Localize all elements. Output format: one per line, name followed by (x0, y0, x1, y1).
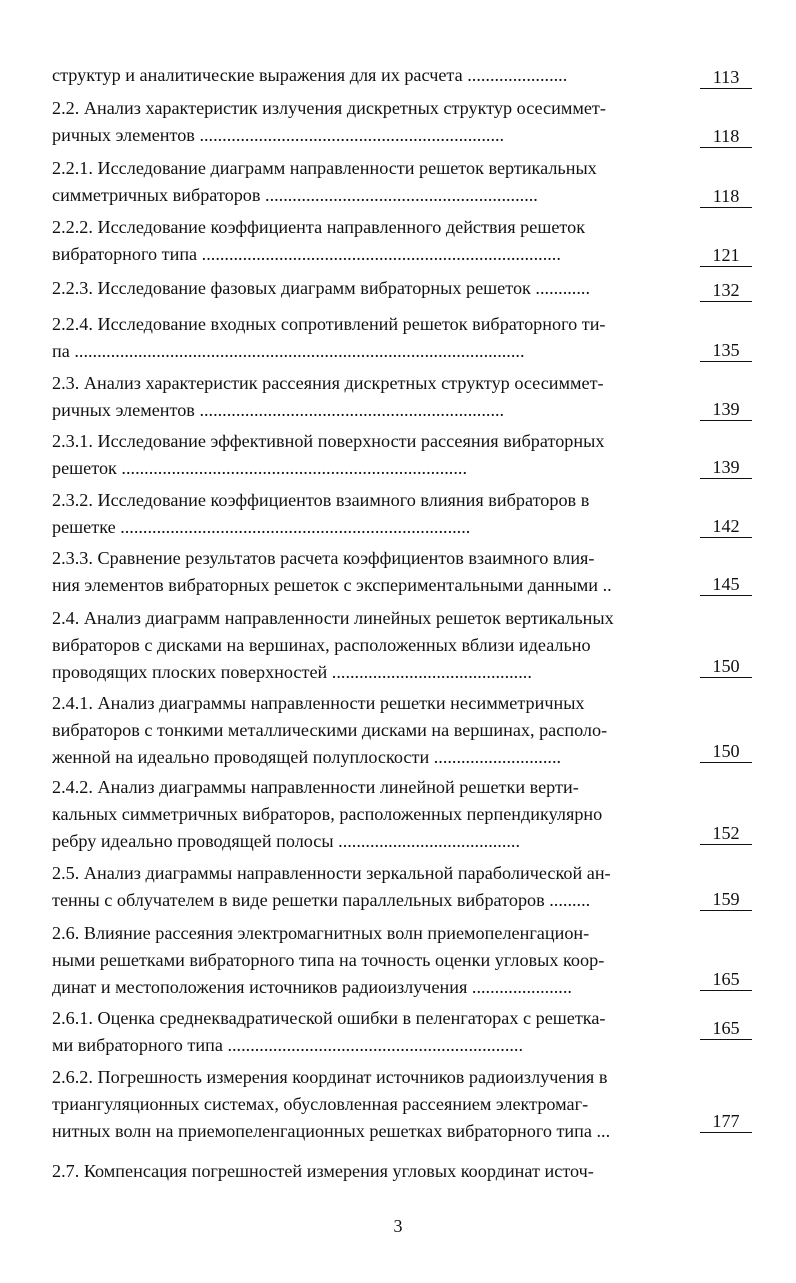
toc-line: решетке ............................................................................. (52, 517, 471, 537)
toc-page-number: 139 (700, 456, 752, 479)
toc-line: 2.2.3. Исследование фазовых диаграмм вибраторных решеток ............ (52, 278, 590, 298)
toc-line: ребру идеально проводящей полосы ........................................ (52, 831, 521, 851)
toc-line: 2.6.1. Оценка среднеквадратической ошибки в пеленгаторах с решетка- (52, 1008, 606, 1028)
toc-entry-text (52, 62, 686, 89)
toc-line: решеток ............................................................................ (52, 458, 467, 478)
toc-entry-text (52, 95, 686, 149)
toc-line: 2.2.4. Исследование входных сопротивлений решеток вибраторного ти- (52, 314, 606, 334)
toc-entry-text (52, 605, 686, 686)
toc-line: 2.2. Анализ характеристик излучения дискретных структур осесиммет- (52, 98, 606, 118)
toc-line: ми вибраторного типа ................................................................. (52, 1035, 524, 1055)
toc-line: тенны с облучателем в виде решетки параллельных вибраторов ......... (52, 890, 591, 910)
toc-entry-text (52, 860, 686, 914)
toc-page-number: 113 (700, 66, 752, 89)
toc-line: ричных элементов ................................................................... (52, 400, 505, 420)
toc-line: 2.2.2. Исследование коэффициента направленного действия решеток (52, 217, 586, 237)
toc-line: 2.7. Компенсация погрешностей измерения угловых координат источ- (52, 1161, 594, 1181)
toc-entry-text (52, 487, 686, 541)
toc-page-number: 135 (700, 339, 752, 362)
toc-page-number: 159 (700, 888, 752, 911)
toc-page-number: 150 (700, 655, 752, 678)
toc-line: 2.3.1. Исследование эффективной поверхности рассеяния вибраторных (52, 431, 605, 451)
toc-page-number: 145 (700, 573, 752, 596)
toc-entry-text (52, 920, 686, 1001)
toc-line: 2.6.2. Погрешность измерения координат источников радиоизлучения в (52, 1067, 608, 1087)
toc-entry-text (52, 1158, 686, 1185)
toc-line: 2.4.2. Анализ диаграммы направленности линейной решетки верти- (52, 777, 579, 797)
toc-line: 2.5. Анализ диаграммы направленности зеркальной параболической ан- (52, 863, 611, 883)
toc-entry-text (52, 774, 686, 855)
toc-line: кальных симметричных вибраторов, расположенных перпендикулярно (52, 804, 603, 824)
toc-entry-text (52, 1064, 686, 1145)
toc-page-number: 132 (700, 279, 752, 302)
toc-line: динат и местоположения источников радиоизлучения ...................... (52, 977, 572, 997)
toc-line: 2.3.2. Исследование коэффициентов взаимного влияния вибраторов в (52, 490, 590, 510)
toc-line: ными решетками вибраторного типа на точность оценки угловых коор- (52, 950, 605, 970)
toc-page-number: 152 (700, 822, 752, 845)
toc-entry-text (52, 690, 686, 771)
toc-entry-text (52, 545, 686, 599)
toc-line: симметричных вибраторов ............................................................ (52, 185, 538, 205)
toc-line: женной на идеально проводящей полуплоскости ............................ (52, 747, 562, 767)
toc-page-number: 121 (700, 244, 752, 267)
toc-entry-text (52, 155, 686, 209)
toc-page-number: 177 (700, 1110, 752, 1133)
toc-entry-text (52, 275, 686, 302)
toc-line: па ................................................................................................... (52, 341, 525, 361)
toc-line: проводящих плоских поверхностей ............................................ (52, 662, 532, 682)
toc-page-number: 142 (700, 515, 752, 538)
toc-entry-text (52, 370, 686, 424)
toc-line: нитных волн на приемопеленгационных решетках вибраторного типа ... (52, 1121, 611, 1141)
toc-line: вибраторов с тонкими металлическими дисками на вершинах, располо- (52, 720, 608, 740)
toc-line: 2.3. Анализ характеристик рассеяния дискретных структур осесиммет- (52, 373, 604, 393)
toc-line: 2.4. Анализ диаграмм направленности линейных решеток вертикальных (52, 608, 614, 628)
toc-page-number: 118 (700, 185, 752, 208)
toc-line: 2.6. Влияние рассеяния электромагнитных волн приемопеленгацион- (52, 923, 590, 943)
toc-page-number: 165 (700, 968, 752, 991)
toc-entry-text (52, 1005, 686, 1059)
toc-line: 2.2.1. Исследование диаграмм направленности решеток вертикальных (52, 158, 597, 178)
toc-entry-text (52, 214, 686, 268)
page-number: 3 (393, 1216, 403, 1236)
toc-page-number: 139 (700, 398, 752, 421)
toc-page-number: 118 (700, 125, 752, 148)
toc-line: триангуляционных системах, обусловленная рассеянием электромаг- (52, 1094, 589, 1114)
toc-line: 2.4.1. Анализ диаграммы направленности решетки несимметричных (52, 693, 585, 713)
toc-line: структур и аналитические выражения для их расчета ...................... (52, 65, 568, 85)
toc-entry-text (52, 428, 686, 482)
toc-page-number: 165 (700, 1017, 752, 1040)
toc-line: ния элементов вибраторных решеток с экспериментальными данными .. (52, 575, 612, 595)
toc-line: ричных элементов ................................................................... (52, 125, 505, 145)
toc-line: вибраторного типа ............................................................................... (52, 244, 561, 264)
toc-line: вибраторов с дисками на вершинах, расположенных вблизи идеально (52, 635, 591, 655)
toc-line: 2.3.3. Сравнение результатов расчета коэффициентов взаимного влия- (52, 548, 595, 568)
toc-entry-text (52, 311, 686, 365)
toc-page-number: 150 (700, 740, 752, 763)
